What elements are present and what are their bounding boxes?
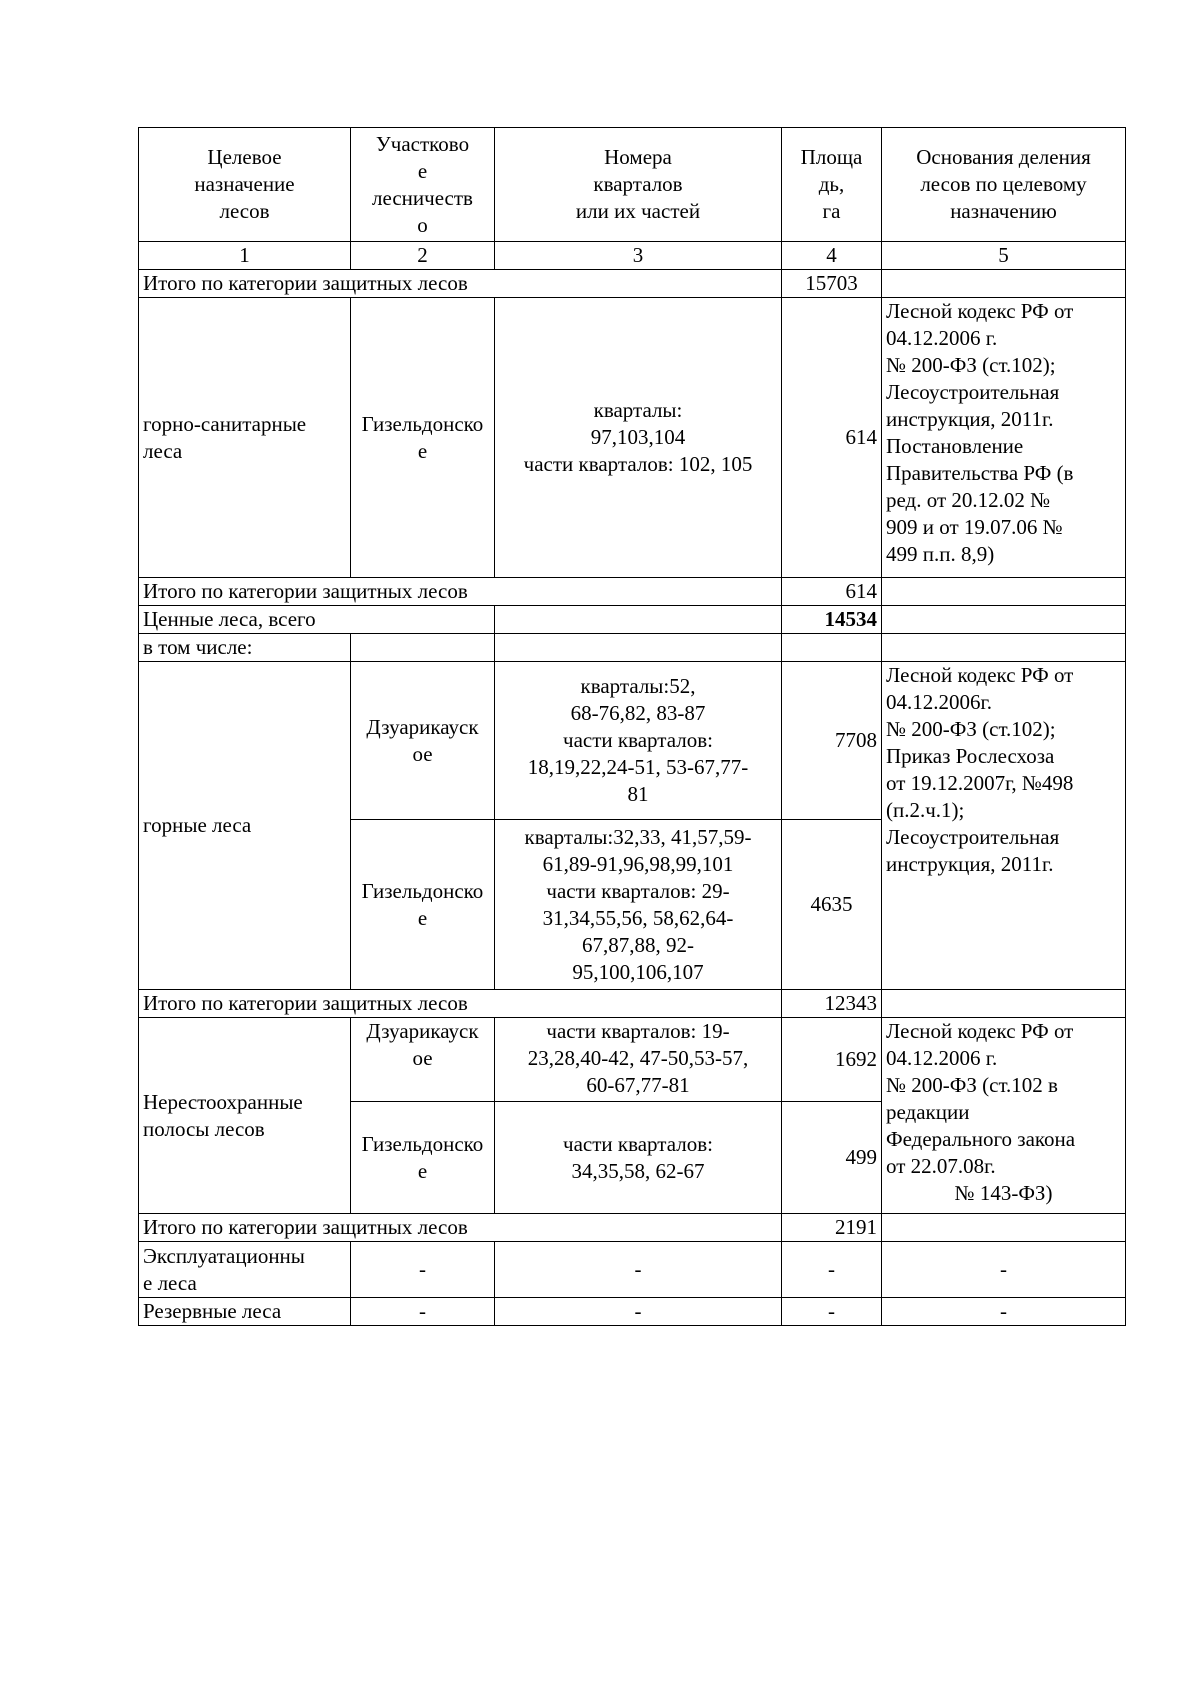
forestry-cell: Гизельдонско е <box>351 1102 495 1214</box>
area-cell: 614 <box>782 298 882 578</box>
purpose-cell: Эксплуатационны е леса <box>139 1242 351 1298</box>
dash-cell: - <box>351 1298 495 1326</box>
quarters-cell: кварталы:32,33, 41,57,59- 61,89-91,96,98,99,101 части кварталов: 29- 31,34,55,56, 58,62,64- 67,87,88, 92- 95,100,106,107 <box>495 820 782 990</box>
total-area: 614 <box>782 578 882 606</box>
empty-cell <box>882 606 1126 634</box>
quarters-cell: части кварталов: 19- 23,28,40-42, 47-50,53-57, 60-67,77-81 <box>495 1018 782 1102</box>
total-row <box>139 990 1126 1018</box>
forestry-cell: Гизельдонско е <box>351 820 495 990</box>
basis-cell: Лесной кодекс РФ от 04.12.2006г. № 200-ФЗ (ст.102); Приказ Рослесхоза от 19.12.2007г, №498 (п.2.ч.1); Лесоустроительная инструкция, 2011г. <box>882 662 1126 990</box>
basis-cell: Лесной кодекс РФ от 04.12.2006 г. № 200-ФЗ (ст.102); Лесоустроительная инструкция, 2011г. Постановление Правительства РФ (в ред. от 20.12.02 № 909 и от 19.07.06 № 499 п.п. 8,9) <box>882 298 1126 578</box>
forest-purpose-table <box>138 127 1126 1326</box>
header-forestry: Участково е лесничеств о <box>351 128 495 242</box>
valuable-area: 14534 <box>782 606 882 634</box>
total-label: Итого по категории защитных лесов <box>139 1214 782 1242</box>
dash-cell: - <box>782 1298 882 1326</box>
empty-cell <box>495 606 782 634</box>
forestry-cell: Дзуарикауск ое <box>351 1018 495 1102</box>
purpose-cell: Резервные леса <box>139 1298 351 1326</box>
quarters-cell: кварталы:52, 68-76,82, 83-87 части кварталов: 18,19,22,24-51, 53-67,77- 81 <box>495 662 782 820</box>
total-area: 12343 <box>782 990 882 1018</box>
dash-cell: - <box>495 1242 782 1298</box>
table-row <box>139 1242 1126 1298</box>
area-cell: 499 <box>782 1102 882 1214</box>
table-row <box>139 298 1126 578</box>
quarters-cell: кварталы: 97,103,104 части кварталов: 102, 105 <box>495 298 782 578</box>
basis-law-number: № 143-ФЗ) <box>954 1181 1053 1205</box>
total-label: Итого по категории защитных лесов <box>139 270 782 298</box>
table-row <box>139 662 1126 820</box>
column-number: 2 <box>351 242 495 270</box>
column-number: 4 <box>782 242 882 270</box>
column-number: 3 <box>495 242 782 270</box>
empty-cell <box>351 634 495 662</box>
empty-cell <box>882 270 1126 298</box>
valuable-row <box>139 606 1126 634</box>
dash-cell: - <box>882 1242 1126 1298</box>
total-label: Итого по категории защитных лесов <box>139 990 782 1018</box>
valuable-label: Ценные леса, всего <box>139 606 495 634</box>
total-label: Итого по категории защитных лесов <box>139 578 782 606</box>
total-row <box>139 578 1126 606</box>
dash-cell: - <box>351 1242 495 1298</box>
basis-cell <box>882 1018 1126 1214</box>
total-area: 15703 <box>782 270 882 298</box>
column-number-row <box>139 242 1126 270</box>
total-area: 2191 <box>782 1214 882 1242</box>
column-number: 1 <box>139 242 351 270</box>
forestry-cell: Гизельдонско е <box>351 298 495 578</box>
including-row <box>139 634 1126 662</box>
dash-cell: - <box>882 1298 1126 1326</box>
header-quarters: Номера кварталов или их частей <box>495 128 782 242</box>
empty-cell <box>882 990 1126 1018</box>
dash-cell: - <box>495 1298 782 1326</box>
area-cell: 4635 <box>782 820 882 990</box>
quarters-cell: части кварталов: 34,35,58, 62-67 <box>495 1102 782 1214</box>
purpose-cell: горные леса <box>139 662 351 990</box>
area-cell: 7708 <box>782 662 882 820</box>
total-row <box>139 1214 1126 1242</box>
basis-text: Лесной кодекс РФ от 04.12.2006 г. № 200-ФЗ (ст.102 в редакции Федерального закона от 22.07.08г. <box>886 1019 1076 1178</box>
table-row <box>139 1018 1126 1102</box>
table-row <box>139 1298 1126 1326</box>
forestry-cell: Дзуарикауск ое <box>351 662 495 820</box>
column-number: 5 <box>882 242 1126 270</box>
total-row <box>139 270 1126 298</box>
dash-cell: - <box>782 1242 882 1298</box>
empty-cell <box>882 634 1126 662</box>
empty-cell <box>882 578 1126 606</box>
empty-cell <box>495 634 782 662</box>
header-area: Площа дь, га <box>782 128 882 242</box>
empty-cell <box>782 634 882 662</box>
header-purpose: Целевое назначение лесов <box>139 128 351 242</box>
header-row <box>139 128 1126 242</box>
area-cell: 1692 <box>782 1018 882 1102</box>
including-label: в том числе: <box>139 634 351 662</box>
purpose-cell: горно-санитарные леса <box>139 298 351 578</box>
header-basis: Основания деления лесов по целевому назначению <box>882 128 1126 242</box>
purpose-cell: Нерестоохранные полосы лесов <box>139 1018 351 1214</box>
empty-cell <box>882 1214 1126 1242</box>
